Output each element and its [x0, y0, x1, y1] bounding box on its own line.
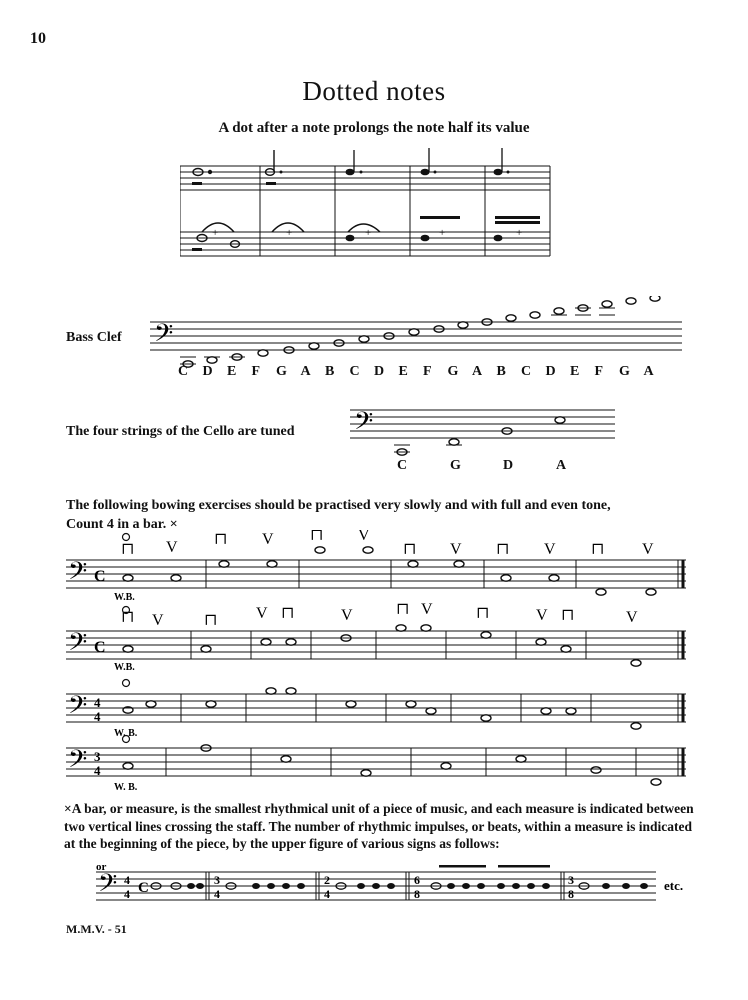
svg-text:⊓: ⊓: [496, 541, 510, 558]
svg-text:V: V: [642, 541, 654, 558]
cello-strings-staff: [350, 404, 620, 456]
note-name: B: [325, 364, 335, 379]
svg-text:4: 4: [324, 887, 330, 901]
time-sig-1: C: [94, 568, 106, 585]
svg-text:⊓: ⊓: [591, 541, 605, 558]
svg-text:V: V: [536, 607, 548, 624]
note-name: G: [619, 364, 630, 379]
footnote-marker: ×: [169, 517, 178, 532]
dotted-notes-illustration: [180, 148, 560, 268]
svg-text:V: V: [256, 605, 268, 622]
note-name: C: [178, 364, 189, 379]
cello-strings-label: The four strings of the Cello are tuned: [66, 424, 295, 439]
string-name: C: [397, 458, 408, 473]
or-label: or: [96, 861, 107, 873]
svg-text:4: 4: [124, 887, 130, 901]
time-sig-4-top: 3: [94, 749, 101, 764]
note-name: E: [398, 364, 408, 379]
svg-text:V: V: [544, 541, 556, 558]
svg-text:⊓: ⊓: [310, 530, 324, 544]
bass-clef-icon: 𝄢: [68, 692, 88, 725]
note-name: G: [276, 364, 287, 379]
time-sig-4-bottom: 4: [94, 763, 101, 778]
note-name: A: [643, 364, 654, 379]
note-name: D: [202, 364, 213, 379]
svg-text:V: V: [166, 539, 178, 556]
wb-label: W. B.: [114, 728, 138, 739]
page-title: Dotted notes: [302, 76, 446, 106]
svg-text:⊓: ⊓: [476, 605, 490, 622]
svg-text:⊓: ⊓: [121, 541, 135, 558]
note-name: C: [521, 364, 532, 379]
svg-text:⊓: ⊓: [204, 612, 218, 629]
svg-text:+: +: [286, 227, 293, 239]
svg-text:⊓: ⊓: [121, 609, 135, 626]
svg-text:+: +: [365, 227, 372, 239]
svg-text:⊓: ⊓: [403, 541, 417, 558]
subtitle: A dot after a note prolongs the note half its value: [218, 120, 530, 136]
svg-text:4: 4: [124, 873, 130, 887]
svg-text:V: V: [358, 530, 370, 544]
note-name: B: [496, 364, 506, 379]
string-name: D: [503, 458, 514, 473]
note-name: D: [545, 364, 556, 379]
time-sig-2: C: [94, 639, 106, 656]
svg-text:V: V: [262, 531, 274, 548]
string-note-names: [397, 458, 597, 474]
svg-text:3: 3: [568, 873, 574, 887]
string-name: G: [450, 458, 461, 473]
note-name: E: [570, 364, 580, 379]
wb-label: W.B.: [114, 662, 135, 673]
svg-text:⊓: ⊓: [281, 605, 295, 622]
footnote-text: ×A bar, or measure, is the smallest rhythmical unit of a piece of music, and each measure is indicated between two vertical lines crossing the staff. The number of rhythmic impulses, or beats, within a measure is indicated at the beginning of the piece, by the upper figure of various signs as follows:: [64, 801, 694, 851]
svg-text:⊓: ⊓: [396, 601, 410, 618]
svg-text:+: +: [212, 227, 219, 239]
svg-text:V: V: [450, 541, 462, 558]
page-number: 10: [30, 30, 46, 47]
bowing-intro-line1: The following bowing exercises should be practised very slowly and with full and even tone,: [66, 498, 611, 513]
bowing-intro-line2: Count 4 in a bar.: [66, 517, 167, 532]
svg-text:V: V: [626, 609, 638, 626]
bass-clef-icon: 𝄢: [154, 320, 174, 353]
time-signature-examples: [96, 858, 696, 914]
svg-text:4: 4: [214, 887, 220, 901]
footer-code: M.M.V. - 51: [66, 922, 127, 936]
note-name: F: [594, 364, 604, 379]
bass-clef-icon: 𝄢: [98, 870, 118, 903]
svg-text:6: 6: [414, 873, 420, 887]
note-name: F: [423, 364, 432, 379]
wb-label: W. B.: [114, 782, 138, 793]
bass-clef-icon: 𝄢: [68, 746, 88, 779]
bowing-exercises: [66, 530, 696, 798]
note-name: D: [374, 364, 385, 379]
svg-text:V: V: [421, 601, 433, 618]
svg-text:+: +: [439, 227, 446, 239]
time-sig-3-top: 4: [94, 695, 101, 710]
svg-text:3: 3: [214, 873, 220, 887]
svg-text:V: V: [341, 607, 353, 624]
bass-clef-icon: 𝄢: [68, 558, 88, 591]
string-name: A: [556, 458, 567, 473]
bass-clef-icon: 𝄢: [354, 408, 374, 441]
note-name: G: [447, 364, 459, 379]
note-name: C: [349, 364, 360, 379]
note-name: A: [472, 364, 483, 379]
svg-text:2: 2: [324, 873, 330, 887]
etc-label: etc.: [664, 878, 684, 893]
bass-clef-label: Bass Clef: [66, 330, 122, 345]
note-name: A: [300, 364, 311, 379]
svg-text:⊓: ⊓: [214, 531, 228, 548]
note-name: F: [251, 364, 261, 379]
svg-text:8: 8: [414, 887, 420, 901]
svg-text:C: C: [138, 880, 149, 896]
svg-text:+: +: [516, 227, 523, 239]
note-name: E: [227, 364, 237, 379]
time-sig-3-bottom: 4: [94, 709, 101, 724]
svg-text:V: V: [152, 612, 164, 629]
wb-label: W.B.: [114, 592, 135, 603]
svg-text:8: 8: [568, 887, 574, 901]
svg-text:⊓: ⊓: [561, 607, 575, 624]
bass-clef-icon: 𝄢: [68, 629, 88, 662]
bowing-intro: [66, 496, 696, 534]
scale-note-names: [178, 364, 678, 380]
